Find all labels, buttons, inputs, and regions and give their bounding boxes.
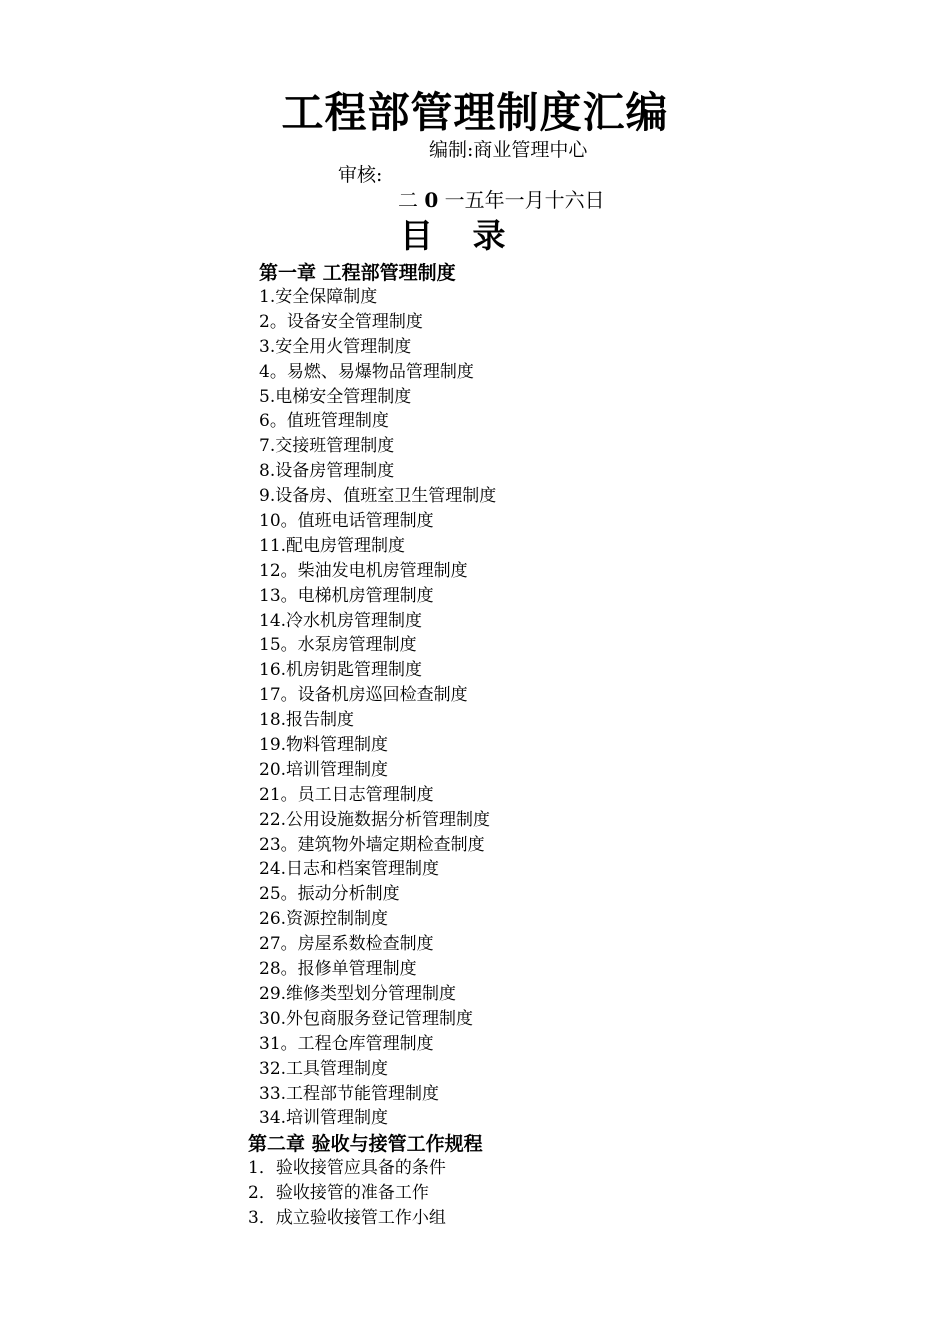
toc-item: 34.培训管理制度: [259, 1108, 389, 1129]
compiler-line: 编制:商业管理中心: [429, 139, 588, 161]
date-prefix: 二: [398, 188, 418, 212]
toc-item: 22.公用设施数据分析管理制度: [259, 809, 491, 830]
toc-item: 7.交接班管理制度: [259, 436, 395, 457]
toc-item: 12。柴油发电机房管理制度: [259, 560, 468, 581]
toc-item: 21。员工日志管理制度: [259, 784, 434, 805]
toc-item: 16.机房钥匙管理制度: [259, 660, 423, 681]
toc-item: 1.安全保障制度: [259, 287, 378, 307]
document-date: [398, 186, 605, 214]
toc-item: 20.培训管理制度: [259, 759, 389, 780]
document-title: 工程部管理制度汇编: [281, 88, 669, 137]
toc-item: 2。设备安全管理制度: [259, 311, 423, 332]
toc-item: 17。设备机房巡回检查制度: [259, 685, 468, 706]
toc-item: 13。电梯机房管理制度: [259, 585, 434, 606]
toc-item: 29.维修类型划分管理制度: [259, 983, 457, 1004]
toc-item: 25。振动分析制度: [259, 884, 400, 905]
toc-item: 32.工具管理制度: [259, 1058, 389, 1079]
toc-item: 5.电梯安全管理制度: [259, 386, 412, 407]
toc-item: 26.资源控制制度: [259, 909, 389, 930]
toc-item: 33.工程部节能管理制度: [259, 1083, 440, 1104]
chapter-2-heading: 第二章 验收与接管工作规程: [248, 1133, 483, 1155]
toc-item: 8.设备房管理制度: [259, 461, 395, 482]
toc-item: 10。值班电话管理制度: [259, 511, 434, 532]
toc-item: 28。报修单管理制度: [259, 959, 417, 980]
toc-item: 6。值班管理制度: [259, 411, 389, 432]
toc-item: 24.日志和档案管理制度: [259, 859, 440, 880]
toc-item: 14.冷水机房管理制度: [259, 610, 423, 631]
toc-item: 1．验收接管应具备的条件: [248, 1158, 446, 1178]
toc-item: 23。建筑物外墙定期检查制度: [259, 834, 485, 855]
date-suffix: 一五年一月十六日: [444, 188, 605, 212]
reviewer-line: 审核:: [338, 164, 383, 186]
chapter-2-list: [248, 1156, 446, 1231]
toc-item: 4。易燃、易爆物品管理制度: [259, 361, 474, 382]
toc-item: 2．验收接管的准备工作: [248, 1182, 429, 1203]
chapter-1-heading: 第一章 工程部管理制度: [259, 262, 456, 284]
toc-item: 3．成立验收接管工作小组: [248, 1207, 446, 1228]
date-zero: 0: [424, 188, 439, 212]
toc-title: 目 录: [400, 216, 520, 255]
toc-item: 30.外包商服务登记管理制度: [259, 1008, 474, 1029]
toc-item: 18.报告制度: [259, 710, 355, 731]
toc-item: 9.设备房、值班室卫生管理制度: [259, 486, 497, 507]
toc-item: 15。水泵房管理制度: [259, 635, 417, 656]
chapter-1-list: [259, 285, 496, 1131]
toc-item: 31。工程仓库管理制度: [259, 1033, 434, 1054]
toc-item: 27。房屋系数检查制度: [259, 934, 434, 955]
toc-item: 3.安全用火管理制度: [259, 336, 412, 357]
toc-item: 19.物料管理制度: [259, 735, 389, 756]
toc-item: 11.配电房管理制度: [259, 535, 406, 556]
